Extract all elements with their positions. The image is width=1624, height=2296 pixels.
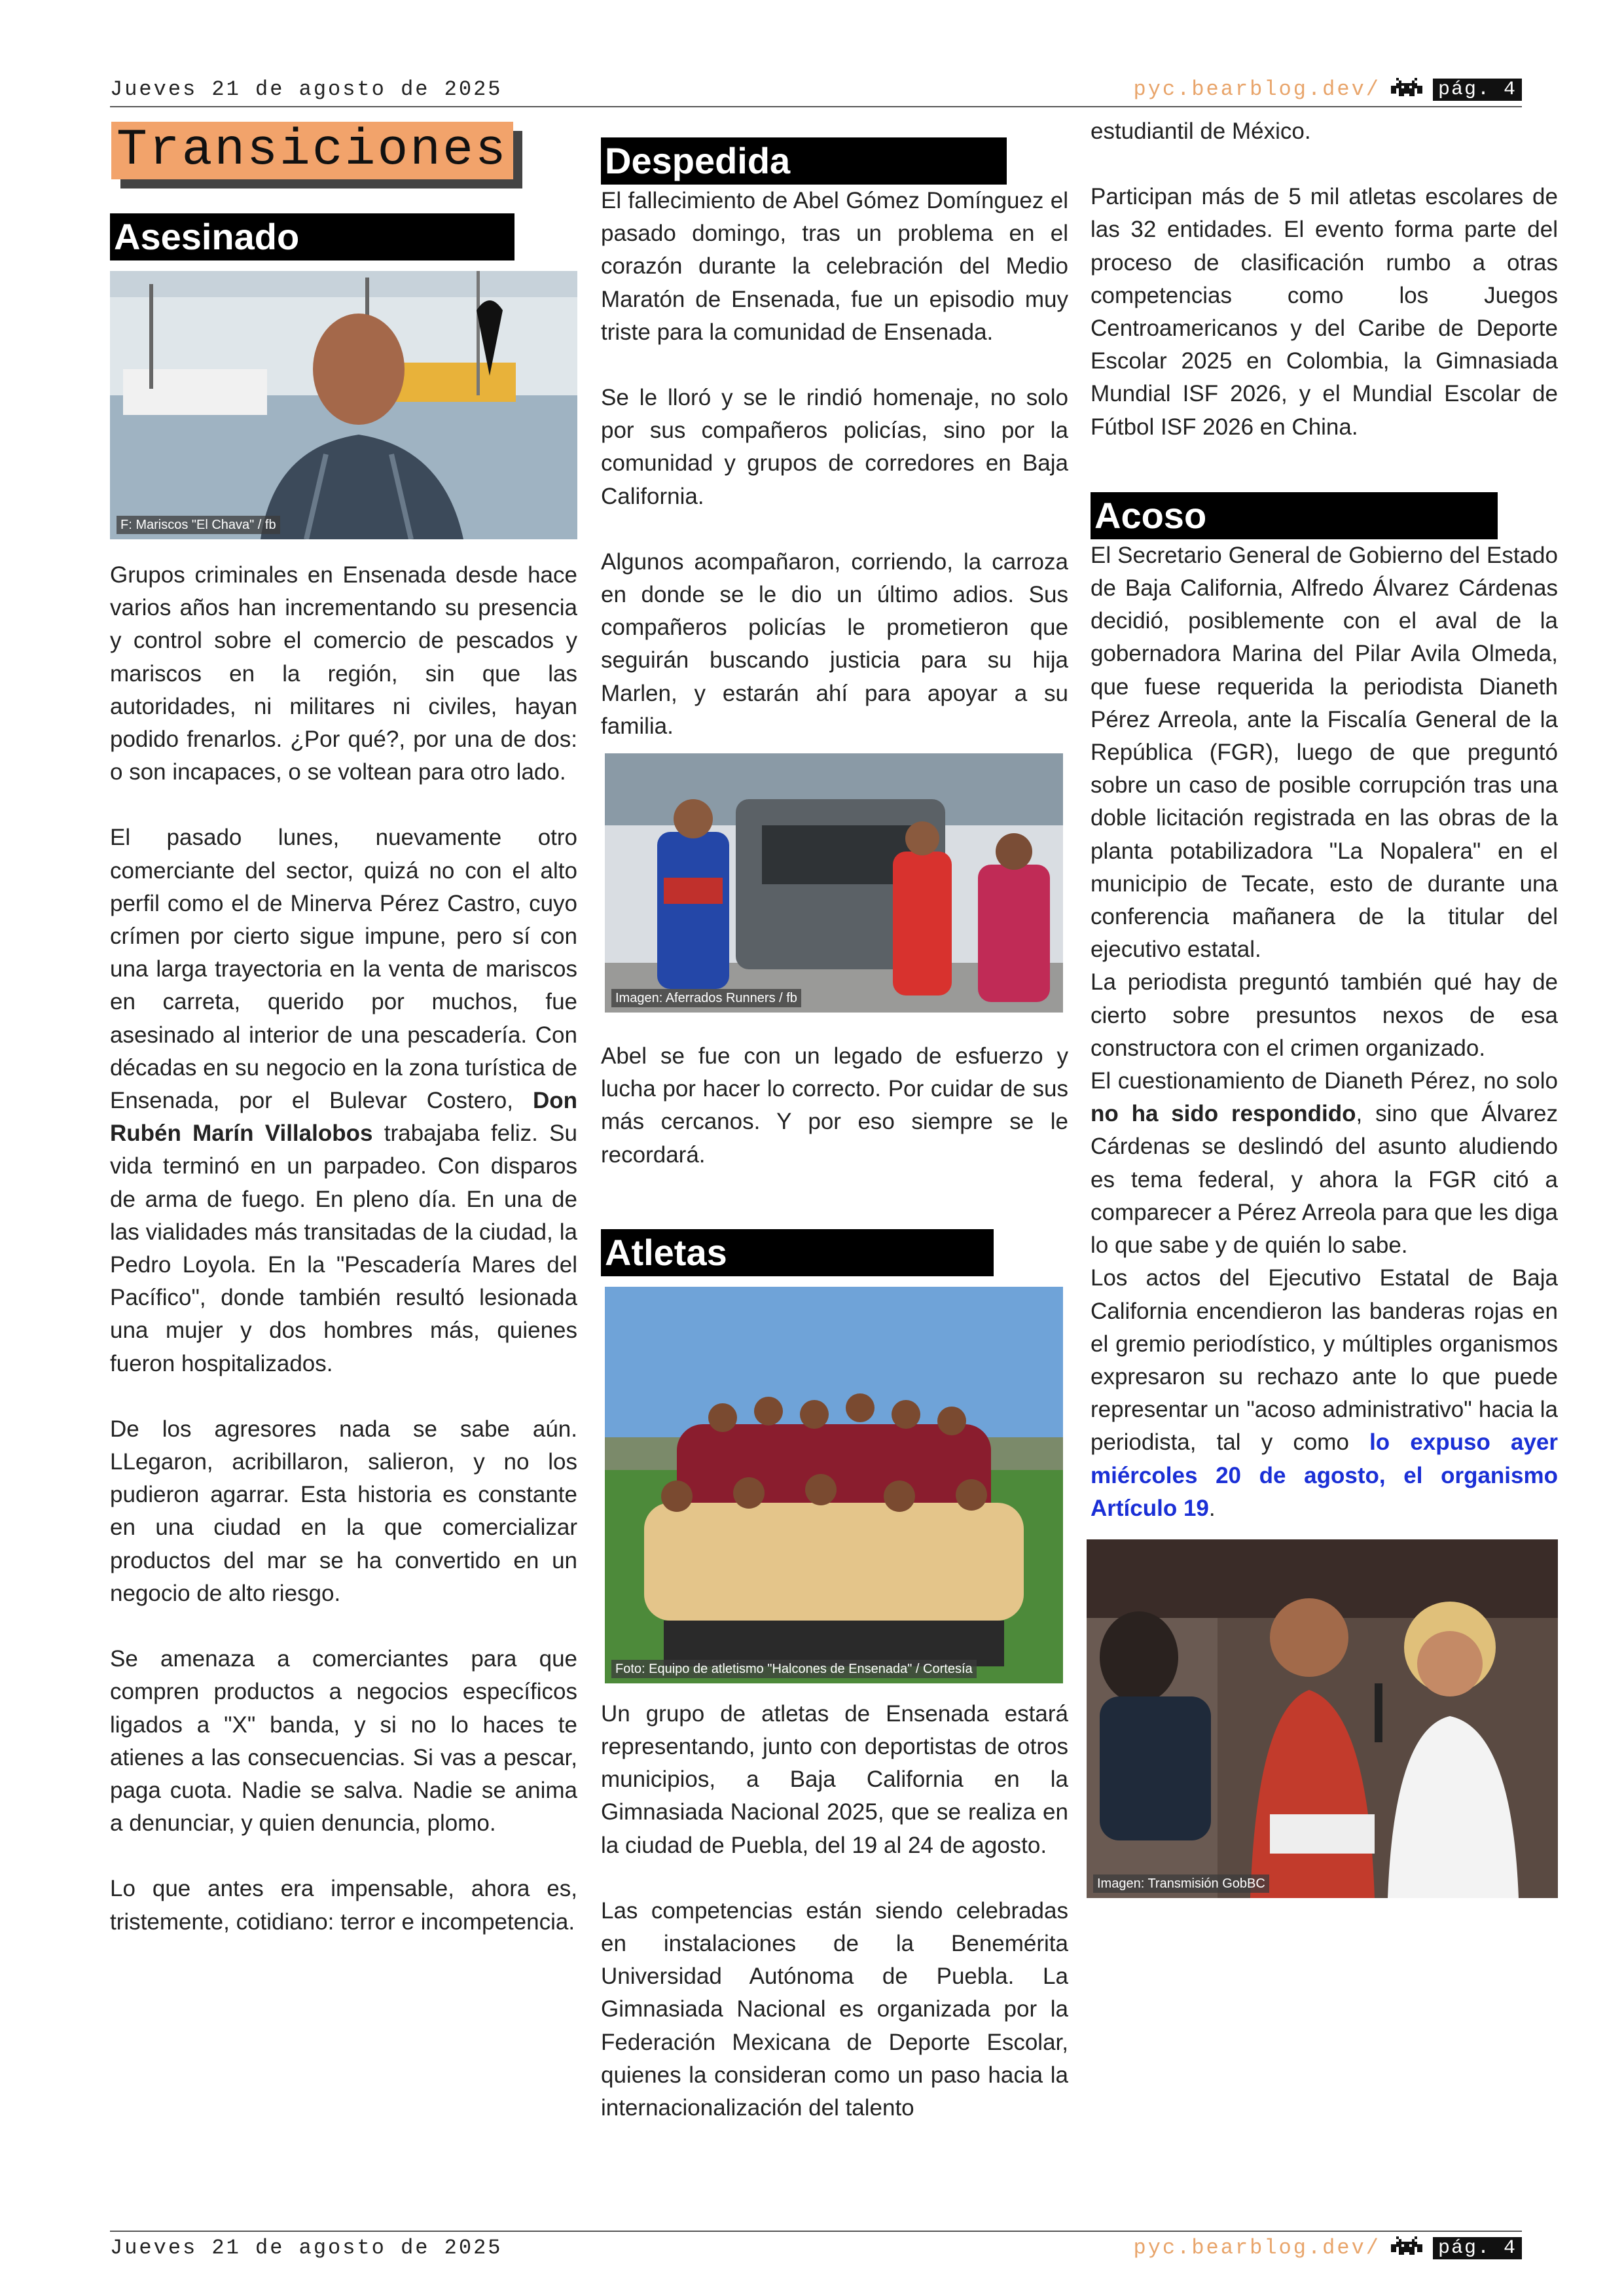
asesinado-paragraph-2: El pasado lunes, nuevamente otro comerciante del sector, quizá no con el alto perfil como el de Minerva Pérez Castro, cuyo crímen por cierto sigue impune, pero sí con una larga trayectoria en la venta de mariscos en carreta, querido por muchos, fue asesinado al interior de una pescadería. Con décadas en su negocio en la zona turística de Ensenada, por el Bulevar Costero, Don Rubén Marín Villalobos trabajaba feliz. Su vida terminó en un parpadeo. Con disparos de arma de fuego. En pleno día. En una de las vialidades más transitadas de la ciudad, la Pedro Loyola. En la "Pescadería Mares del Pacífico", donde también resultó lesionada una mujer y dos hombres más, quienes fueron hospitalizados. (110, 825, 577, 1376)
space-invader-icon (1391, 2236, 1422, 2260)
header-url[interactable]: pyc.bearblog.dev/ (1133, 77, 1380, 101)
atletas-paragraph-2: Las competencias están siendo celebradas en instalaciones de la Benemérita Universidad Autónoma de Puebla. La Gimnasiada Nacional es organizada por la Federación Mexicana de Deporte Escolar, quienes la consideran como un paso hacia la internacionalización del talento (601, 1897, 1068, 2121)
header-date: Jueves 21 de agosto de 2025 (110, 77, 503, 101)
heading-atletas: Atletas (601, 1229, 994, 1276)
runners-image (605, 753, 1063, 1013)
acoso-paragraph-2: La periodista preguntó también qué hay de cierto sobre presuntos nexos de esa constructora con el crimen organizado. (1091, 969, 1558, 1061)
athletes-image (605, 1287, 1063, 1683)
atletas-paragraph-3: estudiantil de México. (1091, 118, 1311, 144)
acoso-paragraph-1: El Secretario General de Gobierno del Estado de Baja California, Alfredo Álvarez Cárdenas decidió, posiblemente con el aval de la gobernadora Marina del Pilar Avila Olmeda, que fuese requerida la periodista Dianeth Pérez Arreola, ante la Fiscalía General de la República (FGR), luego de que preguntó sobre un caso de posible corrupción tras una doble licitación registrada en las obras de la planta potabilizadora "La Nopalera" en el municipio de Tecate, esto de durante una conferencia mañanera de la titular del ejecutivo estatal. (1091, 542, 1558, 963)
fisherman-image (110, 271, 577, 539)
despedida-paragraph-2: Se le lloró y se le rindió homenaje, no solo por sus compañeros policías, sino por la comunidad y grupos de corredores en Baja California. (601, 385, 1068, 509)
asesinado-paragraph-1: Grupos criminales en Ensenada desde hace varios años han incrementando su presencia y control sobre el comercio de pescados y mariscos en la región, sin que las autoridades, ni militares ni civiles, hayan podido frenarlos. ¿Por qué?, por una de dos: o son incapaces, o se voltean para otro lado. (110, 562, 577, 785)
page-footer (110, 2236, 1522, 2275)
heading-despedida: Despedida (601, 137, 1007, 185)
not-answered-bold: no ha sido respondido (1091, 1101, 1356, 1127)
footer-url[interactable]: pyc.bearblog.dev/ (1133, 2236, 1380, 2260)
articulo19-link[interactable]: lo expuso ayer miércoles 20 de agosto, el organismo Artículo 19 (1091, 1429, 1558, 1521)
column-asesinado (110, 213, 577, 1971)
atletas-paragraph-4: Participan más de 5 mil atletas escolares de las 32 entidades. El evento forma parte del proceso de clasificación rumbo a otras competencias como los Juegos Centroamericanos y del Caribe de Deporte Escolar 2025 en Colombia, la Gimnasiada Mundial ISF 2026, y el Mundial Escolar de Fútbol ISF 2026 en China. (1091, 184, 1558, 440)
header-page-number: pág. 4 (1433, 79, 1522, 101)
despedida-paragraph-1: El fallecimiento de Abel Gómez Domínguez el pasado domingo, tras un problema en el corazón durante la celebración del Medio Maratón de Ensenada, fue un episodio muy triste para la comunidad de Ensenada. (601, 188, 1068, 345)
despedida-paragraph-3: Algunos acompañaron, corriendo, la carroza en donde se le dio un último adios. Sus compañeros policías le prometieron que seguirán buscando justicia para su hija Marlen, y estarán ahí para apoyar a su familia. (601, 548, 1068, 739)
section-banner: Transiciones (111, 122, 513, 179)
space-invader-icon (1391, 78, 1422, 101)
photo-athletes (605, 1287, 1063, 1683)
column-despedida (601, 137, 1068, 2125)
heading-asesinado: Asesinado (110, 213, 514, 260)
heading-acoso: Acoso (1091, 492, 1498, 539)
photo-fisherman-caption: F: Mariscos "El Chava" / fb (117, 516, 280, 534)
asesinado-paragraph-5: Lo que antes era impensable, ahora es, tristemente, cotidiano: terror e incompetencia. (110, 1876, 577, 1935)
asesinado-paragraph-4: Se amenaza a comerciantes para que compren productos a negocios específicos ligados a "X" banda, y si no lo haces te atienes a las consecuencias. Si vas a pescar, paga cuota. Nadie se salva. Nadie se anima a denunciar, y quien denuncia, plomo. (110, 1646, 577, 1837)
acoso-paragraph-3: El cuestionamiento de Dianeth Pérez, no solo no ha sido respondido, sino que Álvarez Cárdenas se deslindó del asunto aludiendo es tema federal, y ahora la FGR citó a comparecer a Pérez Arreola para que les diga lo que sabe y de quién lo sabe. (1091, 1068, 1559, 1259)
victim-name: Don Rubén Marín Villalobos (110, 1088, 577, 1147)
photo-athletes-caption: Foto: Equipo de atletismo "Halcones de Ensenada" / Cortesía (611, 1660, 977, 1678)
asesinado-paragraph-3: De los agresores nada se sabe aún. LLegaron, acribillaron, salieron, y no los pudieron agarrar. Esta historia es constante en una ciudad en la que comercializar productos del mar se ha convertido en un negocio de alto riesgo. (110, 1416, 577, 1606)
acoso-paragraph-4: Los actos del Ejecutivo Estatal de Baja California encendieron las banderas rojas en el gremio periodístico, y múltiples organismos expresaron su rechazo ante lo que puede representar un "acoso administrativo" hacia la periodista, tal y como lo expuso ayer miércoles 20 de agosto, el organismo Artículo 19. (1091, 1265, 1558, 1521)
photo-fisherman (110, 271, 577, 539)
footer-page-number: pág. 4 (1433, 2237, 1522, 2259)
photo-runners-caption: Imagen: Aferrados Runners / fb (611, 989, 801, 1007)
photo-press-conference-caption: Imagen: Transmisión GobBC (1093, 1874, 1269, 1893)
press-conference-image (1087, 1539, 1558, 1898)
photo-press-conference (1087, 1539, 1558, 1898)
footer-date: Jueves 21 de agosto de 2025 (110, 2236, 503, 2260)
atletas-paragraph-1: Un grupo de atletas de Ensenada estará representando, junto con deportistas de otros municipios, a Baja California en la Gimnasiada Nacional 2025, que se realiza en la ciudad de Puebla, del 19 al 24 de agosto. (601, 1700, 1068, 1858)
despedida-paragraph-4: Abel se fue con un legado de esfuerzo y lucha por hacer lo correcto. Por cuidar de sus más cercanos. Y por eso siempre se le recordará. (601, 1043, 1068, 1168)
page-header (110, 77, 1522, 117)
photo-runners (605, 753, 1063, 1013)
column-acoso (1091, 115, 1558, 1898)
header-rule (110, 106, 1522, 107)
footer-rule (110, 2231, 1522, 2232)
